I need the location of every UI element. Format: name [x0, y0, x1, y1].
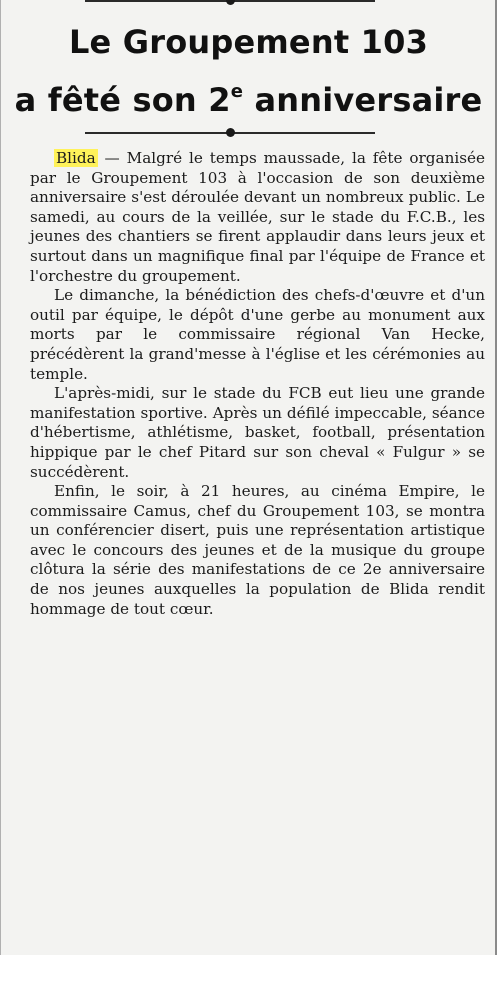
paragraph-1-text: — Malgré le temps maussade, la fête organisée par le Groupement 103 à l'occasion de son deuxième anniversaire s'est déroulée devant un nombreux public. Le samedi, au cours de la veillée, sur le stade du F.C.B., les jeunes des chantiers se firent applaudir dans leurs jeux et surtout dans un magnifique final par l'équipe de France et l'orchestre du groupement. [30, 149, 485, 285]
paragraph-2: Le dimanche, la bénédiction des chefs-d'œuvre et d'un outil par équipe, le dépôt d'une gerbe au monument aux morts par le commissaire régional Van Hecke, précédèrent la grand'messe à l'église et les cérémonies au temple. [30, 286, 485, 383]
headline-line-2-end: anniversaire [243, 81, 483, 119]
headline-line-2 [0, 80, 497, 120]
paragraph-3: L'après-midi, sur le stade du FCB eut lieu une grande manifestation sportive. Après un défilé impeccable, séance d'hébertisme, athlétisme, basket, football, présentation hippique par le chef Pitard sur son cheval « Fulgur » se succédèrent. [30, 384, 485, 481]
headline-line-1: Le Groupement 103 [68, 23, 429, 61]
middle-ornament-rule [85, 128, 375, 138]
paragraph-1 [30, 149, 485, 286]
headline-superscript: e [230, 81, 244, 102]
clipping-right-edge [495, 0, 497, 955]
rule-dot [226, 128, 235, 137]
clipping-left-edge [0, 0, 1, 955]
headline-line-2-start: a fêté son 2 [14, 81, 231, 119]
top-ornament-rule [85, 0, 375, 6]
dateline-highlight: Blida [56, 149, 96, 167]
rule-dot [226, 0, 235, 5]
paragraph-4: Enfin, le soir, à 21 heures, au cinéma Empire, le commissaire Camus, chef du Groupement 103, se montra un conférencier disert, puis une représentation artistique avec le concours des jeunes et de la musique du groupe clôtura la série des manifestations de ce 2e anniversaire de nos jeunes auxquelles la population de Blida rendit hommage de tout cœur. [30, 482, 485, 618]
article-body [30, 149, 485, 619]
